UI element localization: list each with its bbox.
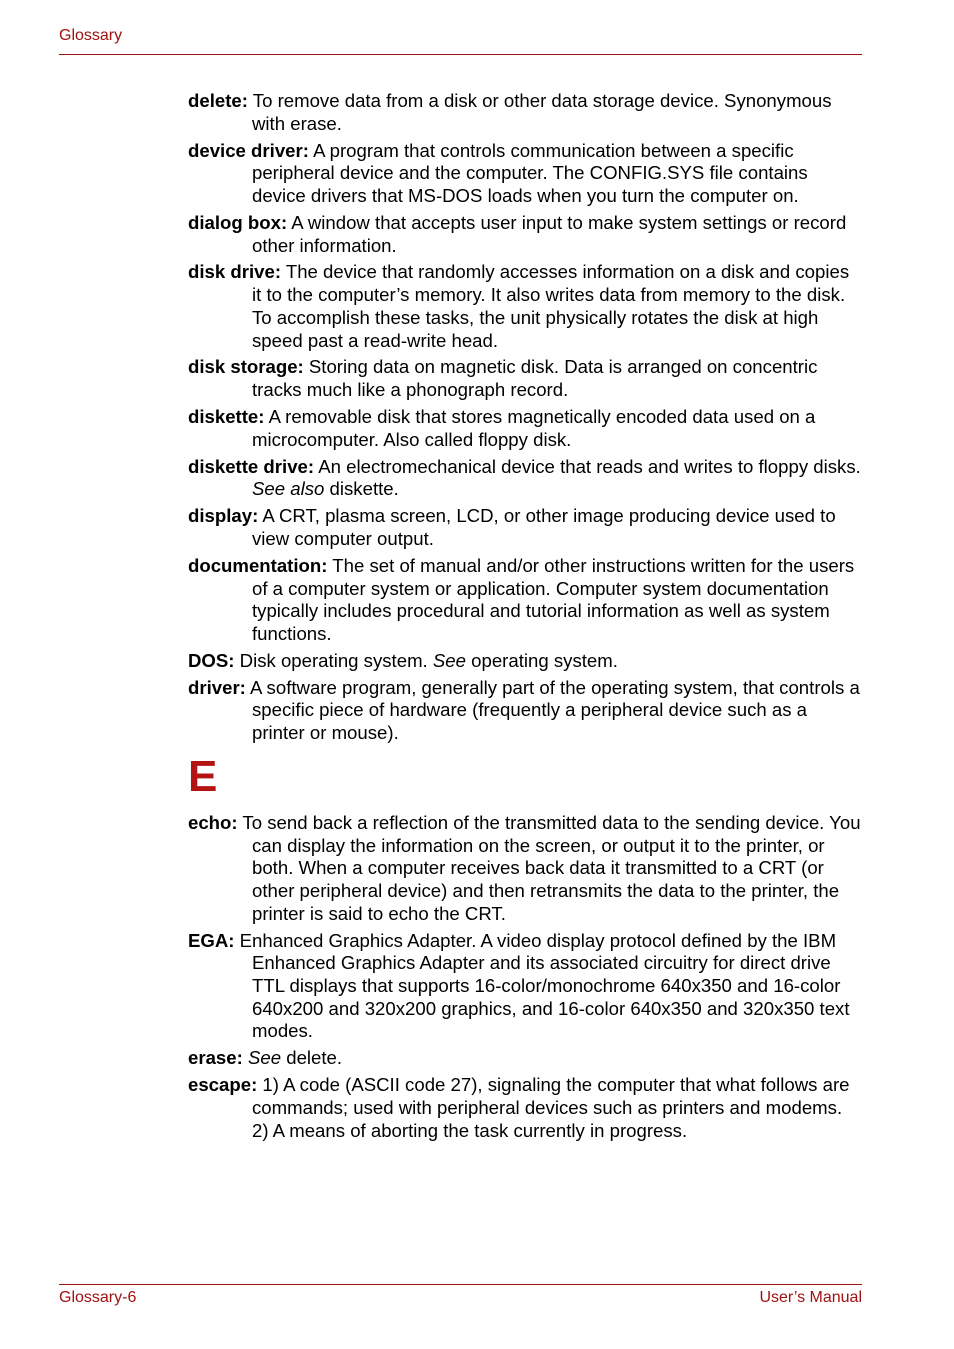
glossary-entry — [188, 456, 862, 501]
glossary-entry — [188, 650, 862, 673]
glossary-term: EGA: — [188, 929, 235, 951]
glossary-term: display: — [188, 505, 259, 527]
glossary-term: diskette drive: — [188, 455, 315, 477]
glossary-entry — [188, 261, 862, 352]
glossary-definition: The set of manual and/or other instructions written for the users of a computer system or application. Computer system documentation typically includes procedural and tutorial information as well as system functions. — [252, 554, 855, 644]
glossary-term: diskette: — [188, 406, 265, 428]
glossary-entry — [188, 812, 862, 926]
page-number: Glossary-6 — [59, 1289, 137, 1306]
cross-reference: See — [247, 1047, 282, 1069]
glossary-definition: Disk operating system. — [234, 649, 433, 671]
glossary-list-d — [188, 90, 862, 745]
glossary-term: disk storage: — [188, 356, 304, 378]
glossary-entry — [188, 930, 862, 1044]
cross-reference: See also — [252, 478, 325, 500]
glossary-entry — [188, 90, 862, 135]
cross-reference: See — [432, 649, 466, 671]
glossary-definition: diskette. — [324, 478, 399, 500]
glossary-definition: 1) A code (ASCII code 27), signaling the computer that what follows are commands; used with peripheral devices such as printers and modems. 2) A means of aborting the task currently in progress. — [252, 1074, 850, 1141]
glossary-content — [188, 90, 862, 1146]
glossary-definition: Enhanced Graphics Adapter. A video display protocol defined by the IBM Enhanced Graphics Adapter and its associated circuitry for direct drive TTL displays that supports 16-color/monochrome 640x350 and 16-color 640x200 and 320x200 graphics, and 16-color 640x350 and 320x350 text modes. — [234, 929, 850, 1042]
glossary-definition: delete. — [281, 1047, 343, 1069]
glossary-definition: A CRT, plasma screen, LCD, or other image producing device used to view computer output. — [252, 505, 836, 549]
glossary-definition: The device that randomly accesses information on a disk and copies it to the computer’s memory. It also writes data from memory to the disk. To accomplish these tasks, the unit physically rotates the disk at high speed past a read-write head. — [252, 261, 850, 351]
glossary-entry — [188, 1047, 862, 1070]
glossary-definition: To remove data from a disk or other data storage device. Synonymous with erase. — [247, 90, 832, 134]
glossary-definition: A window that accepts user input to make system settings or record other information. — [252, 211, 847, 256]
glossary-term: driver: — [188, 676, 246, 698]
glossary-term: DOS: — [188, 649, 235, 671]
glossary-term: device driver: — [188, 139, 309, 161]
glossary-entry — [188, 555, 862, 646]
glossary-entry — [188, 356, 862, 401]
glossary-term: documentation: — [188, 554, 328, 576]
glossary-definition: A software program, generally part of the operating system, that controls a specific piece of hardware (frequently a peripheral device such as a printer or mouse). — [245, 676, 860, 744]
glossary-entry — [188, 140, 862, 208]
glossary-entry — [188, 1074, 862, 1142]
glossary-entry — [188, 406, 862, 451]
glossary-definition: Storing data on magnetic disk. Data is arranged on concentric tracks much like a phonograph record. — [252, 356, 818, 401]
glossary-term: dialog box: — [188, 211, 288, 233]
glossary-term: echo: — [188, 811, 238, 833]
glossary-term: delete: — [188, 90, 248, 111]
header-rule — [59, 54, 862, 55]
section-letter: E — [188, 751, 218, 801]
glossary-entry — [188, 505, 862, 550]
glossary-definition: An electromechanical device that reads and writes to floppy disks. — [314, 455, 861, 477]
footer-rule — [59, 1284, 862, 1285]
glossary-term: disk drive: — [188, 261, 282, 283]
running-header: Glossary — [59, 27, 123, 44]
glossary-entry — [188, 677, 862, 745]
manual-title: User’s Manual — [759, 1289, 862, 1306]
glossary-entry — [188, 212, 862, 257]
glossary-term: escape: — [188, 1074, 258, 1096]
glossary-definition: A removable disk that stores magnetically encoded data used on a microcomputer. Also called floppy disk. — [252, 406, 816, 450]
glossary-list-e — [188, 812, 862, 1142]
glossary-term: erase: — [188, 1047, 243, 1069]
glossary-definition: A program that controls communication between a specific peripheral device and the computer. The CONFIG.SYS file contains device drivers that MS-DOS loads when you turn the computer on. — [252, 139, 808, 206]
glossary-definition: To send back a reflection of the transmitted data to the sending device. You can display the information on the screen, or output it to the printer, or both. When a computer receives back data it transmitted to a CRT (or other peripheral device) and then retransmits the data to the printer, the printer is said to echo the CRT. — [237, 811, 861, 924]
glossary-definition: operating system. — [465, 649, 618, 671]
